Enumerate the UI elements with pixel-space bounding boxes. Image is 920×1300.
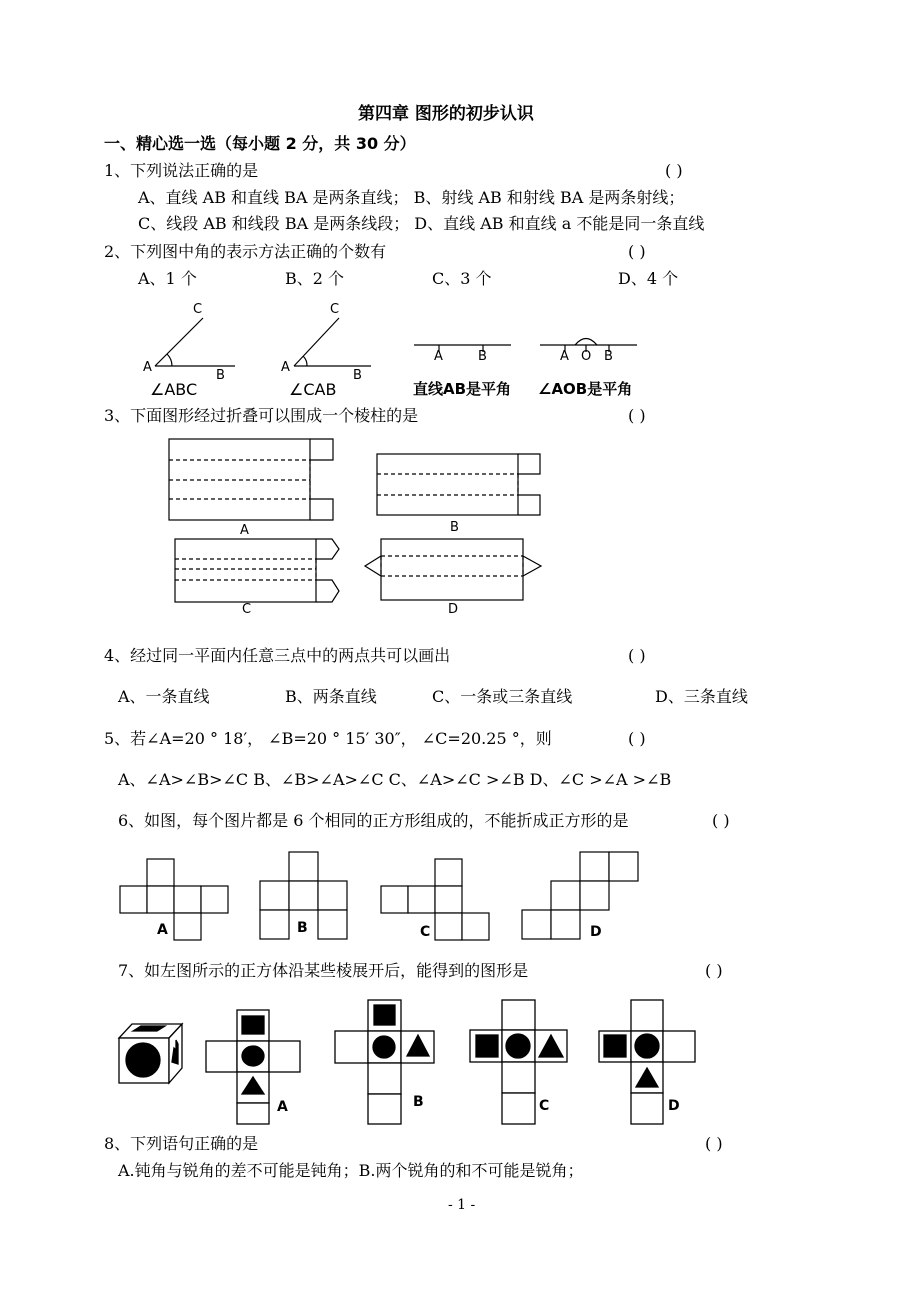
q4-option-c: C、一条或三条直线 [432,687,573,706]
q1-options-cd: C、线段 AB 和线段 BA 是两条线段； D、直线 AB 和直线 a 不能是同一条直线 [138,214,705,233]
q4-option-d: D、三条直线 [655,687,748,706]
q6-answer-blank[interactable]: ( ) [712,811,730,830]
q7-net-c [470,1000,567,1124]
q3-stem: 3、下面图形经过折叠可以围成一个棱柱的是 [104,406,419,425]
net-d-tab-right [523,556,541,576]
q7-answer-blank[interactable]: ( ) [705,961,723,980]
net-c-body [175,539,316,602]
q8-options-ab: A.钝角与锐角的差不可能是钝角；B.两个锐角的和不可能是锐角； [118,1161,584,1180]
q2-caption-4: ∠AOB是平角 [538,380,633,398]
angle1-arc [167,354,172,366]
straight-angle-arc [575,339,597,346]
q2-label-a3: A [434,349,443,364]
q2-label-o4: O [581,349,592,364]
q7-net-d [599,1000,695,1124]
q6-net-a [120,859,228,940]
q4-option-a: A、一条直线 [118,687,210,706]
page-title: 第四章 图形的初步认识 [358,104,534,124]
angle1-ray-ac [155,318,203,366]
q7-label-b: B [413,1094,424,1110]
net-b-tab-top [518,454,540,474]
page-number: - 1 - [448,1197,476,1213]
q2-option-d: D、4 个 [618,269,679,288]
q2-label-b3: B [478,349,487,364]
q6-net-d [522,852,638,939]
q2-option-a: A、1 个 [138,269,197,288]
q6-stem: 6、如图，每个图片都是 6 个相同的正方形组成的，不能折成正方形的是 [118,811,629,830]
q2-label-a4: A [560,349,569,364]
q2-option-c: C、3 个 [432,269,492,288]
net-c-tab-bottom [316,580,339,602]
q2-label-b2: B [353,368,362,383]
q2-stem: 2、下列图中角的表示方法正确的个数有 [104,242,387,261]
q1-options-ab: A、直线 AB 和直线 BA 是两条直线； B、射线 AB 和射线 BA 是两条射线； [138,188,685,207]
q5-stem: 5、若∠A=20 ° 18′， ∠B=20 ° 15′ 30″， ∠C=20.25 °，则 [104,729,552,748]
q2-caption-2: ∠CAB [289,380,337,399]
q3-label-b: B [450,520,459,535]
q2-label-b4: B [604,349,613,364]
q4-answer-blank[interactable]: ( ) [628,646,646,665]
q3-label-d: D [448,602,459,617]
net-a-tab-bottom [310,499,333,520]
q4-stem: 4、经过同一平面内任意三点中的两点共可以画出 [104,646,451,665]
q2-label-c2: C [330,302,340,317]
q6-label-d: D [590,924,602,940]
q2-answer-blank[interactable]: ( ) [628,242,646,261]
q2-label-a2: A [281,360,290,375]
q7-label-a: A [277,1099,288,1115]
q2-label-c1: C [193,302,203,317]
net-a-tab-top [310,439,333,460]
q3-label-c: C [242,602,252,617]
q7-label-c: C [539,1098,550,1114]
q7-cube [119,1024,182,1083]
angle2-ray-ac [294,318,339,366]
q2-label-b1: B [216,368,225,383]
net-c-tab-top [316,539,339,559]
net-d-tab-left [365,556,381,576]
q6-label-a: A [157,922,168,938]
q2-caption-3: 直线AB是平角 [413,380,512,398]
net-b-tab-bottom [518,495,540,515]
q1-answer-blank[interactable]: ( ) [665,161,683,180]
q5-answer-blank[interactable]: ( ) [628,729,646,748]
q5-options: A、∠A>∠B>∠C B、∠B>∠A>∠C C、∠A>∠C >∠B D、∠C >∠A >∠B [118,770,672,789]
q7-stem: 7、如左图所示的正方体沿某些棱展开后，能得到的图形是 [118,961,529,980]
q8-stem: 8、下列语句正确的是 [104,1134,259,1153]
net-b-body [377,454,518,515]
q2-label-a1: A [143,360,152,375]
q3-answer-blank[interactable]: ( ) [628,406,646,425]
q6-label-c: C [420,924,431,940]
q2-caption-1: ∠ABC [150,380,198,399]
q6-net-c [381,859,489,940]
q3-label-a: A [240,523,249,538]
net-a-body [169,439,310,520]
q1-stem: 1、下列说法正确的是 [104,161,259,180]
q2-option-b: B、2 个 [285,269,345,288]
q4-option-b: B、两条直线 [285,687,377,706]
net-d-body [381,539,523,600]
angle2-arc [303,356,307,366]
q6-label-b: B [297,920,308,936]
section-heading: 一、精心选一选（每小题 2 分，共 30 分） [104,134,416,153]
q8-answer-blank[interactable]: ( ) [705,1134,723,1153]
q7-label-d: D [668,1098,680,1114]
